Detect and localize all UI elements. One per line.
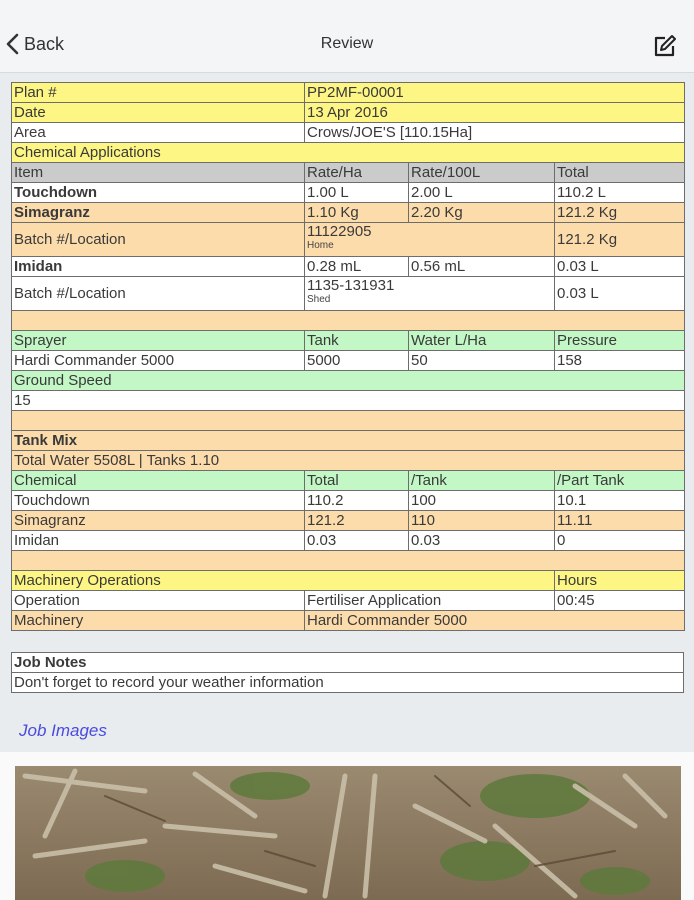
tank-mix-summary-row	[12, 451, 685, 471]
navigation-bar	[0, 0, 694, 73]
chemical-row	[12, 257, 685, 277]
tank-mix-summary: Total Water 5508L | Tanks 1.10	[12, 451, 685, 471]
job-notes-title: Job Notes	[12, 653, 684, 673]
column-header: Total	[305, 471, 409, 491]
tank-mix-part-tank: 11.11	[555, 511, 685, 531]
batch-location-value	[305, 277, 555, 311]
job-notes-text: Don't forget to record your weather information	[12, 673, 684, 693]
column-header: Item	[12, 163, 305, 183]
batch-number: 11122905	[307, 223, 372, 240]
column-header: Pressure	[555, 331, 685, 351]
batch-location-value	[305, 223, 555, 257]
chemical-row	[12, 183, 685, 203]
area-value: Crows/JOE'S [110.15Ha]	[305, 123, 685, 143]
storage-location: Shed	[307, 294, 331, 305]
chemical-total: 0.03 L	[555, 277, 685, 311]
machinery-title-row	[12, 571, 685, 591]
back-label: Back	[24, 33, 65, 54]
ground-speed-value: 15	[12, 391, 685, 411]
column-header: /Tank	[409, 471, 555, 491]
date-row	[12, 103, 685, 123]
plan-label: Plan #	[12, 83, 305, 103]
column-header: Total	[555, 163, 685, 183]
rate-100l: 0.56 mL	[409, 257, 555, 277]
spacer-cell	[12, 551, 685, 571]
spacer-row	[12, 551, 685, 571]
rate-ha: 0.28 mL	[305, 257, 409, 277]
tank-mix-per-tank: 110	[409, 511, 555, 531]
tank-mix-row	[12, 511, 685, 531]
job-notes	[11, 652, 684, 693]
date-label: Date	[12, 103, 305, 123]
machinery-row	[12, 611, 685, 631]
sprayer-values-row	[12, 351, 685, 371]
field-stubble-image	[15, 766, 681, 900]
tank-size: 5000	[305, 351, 409, 371]
chemical-row	[12, 203, 685, 223]
report-table	[11, 82, 685, 631]
tank-mix-total: 110.2	[305, 491, 409, 511]
review-report	[11, 82, 684, 631]
plan-value: PP2MF-00001	[305, 83, 685, 103]
edit-button[interactable]	[652, 33, 678, 59]
machinery-value: Hardi Commander 5000	[305, 611, 685, 631]
batch-location-row	[12, 223, 685, 257]
chemical-total: 121.2 Kg	[555, 223, 685, 257]
machinery-title: Machinery Operations	[12, 571, 555, 591]
job-notes-title-row	[12, 653, 684, 673]
spacer-row	[12, 311, 685, 331]
tank-mix-total: 0.03	[305, 531, 409, 551]
chemical-total: 110.2 L	[555, 183, 685, 203]
job-images-label[interactable]: Job Images	[19, 721, 107, 740]
tank-mix-part-tank: 0	[555, 531, 685, 551]
chemical-total: 0.03 L	[555, 257, 685, 277]
tank-mix-title-row	[12, 431, 685, 451]
column-header: /Part Tank	[555, 471, 685, 491]
batch-location-label: Batch #/Location	[12, 277, 305, 311]
chemical-total: 121.2 Kg	[555, 203, 685, 223]
hours-label: Hours	[555, 571, 685, 591]
rate-ha: 1.00 L	[305, 183, 409, 203]
job-notes-text-row	[12, 673, 684, 693]
column-header: Rate/100L	[409, 163, 555, 183]
section-title: Chemical Applications	[12, 143, 685, 163]
batch-location-row	[12, 277, 685, 311]
ground-speed-header-row	[12, 371, 685, 391]
tank-mix-row	[12, 531, 685, 551]
area-row	[12, 123, 685, 143]
column-header: Rate/Ha	[305, 163, 409, 183]
spacer-cell	[12, 311, 685, 331]
chemical-applications-header	[12, 143, 685, 163]
rate-ha: 1.10 Kg	[305, 203, 409, 223]
operation-label: Operation	[12, 591, 305, 611]
column-header: Chemical	[12, 471, 305, 491]
tank-mix-per-tank: 0.03	[409, 531, 555, 551]
chemical-columns-row	[12, 163, 685, 183]
batch-number: 1135-131931	[307, 277, 395, 294]
sprayer-header-row	[12, 331, 685, 351]
machinery-label: Machinery	[12, 611, 305, 631]
tank-mix-chemical: Touchdown	[12, 491, 305, 511]
pressure: 158	[555, 351, 685, 371]
rate-100l: 2.00 L	[409, 183, 555, 203]
date-value: 13 Apr 2016	[305, 103, 685, 123]
plan-row	[12, 83, 685, 103]
tank-mix-per-tank: 100	[409, 491, 555, 511]
job-image-photo[interactable]	[15, 766, 681, 900]
chemical-item: Touchdown	[12, 183, 305, 203]
ground-speed-label: Ground Speed	[12, 371, 685, 391]
tank-mix-chemical: Simagranz	[12, 511, 305, 531]
page-title: Review	[320, 35, 374, 52]
batch-location-label: Batch #/Location	[12, 223, 305, 257]
tank-mix-row	[12, 491, 685, 511]
tank-mix-chemical: Imidan	[12, 531, 305, 551]
rate-100l: 2.20 Kg	[409, 203, 555, 223]
sprayer-name: Hardi Commander 5000	[12, 351, 305, 371]
edit-icon	[652, 46, 678, 63]
area-label: Area	[12, 123, 305, 143]
water-rate: 50	[409, 351, 555, 371]
spacer-cell	[12, 411, 685, 431]
spacer-row	[12, 411, 685, 431]
column-header: Sprayer	[12, 331, 305, 351]
job-notes-table	[11, 652, 684, 693]
tank-mix-total: 121.2	[305, 511, 409, 531]
operation-value: Fertiliser Application	[305, 591, 555, 611]
ground-speed-value-row	[12, 391, 685, 411]
tank-mix-title: Tank Mix	[12, 431, 685, 451]
storage-location: Home	[307, 240, 334, 251]
tank-mix-header-row	[12, 471, 685, 491]
column-header: Tank	[305, 331, 409, 351]
tank-mix-part-tank: 10.1	[555, 491, 685, 511]
chemical-item: Simagranz	[12, 203, 305, 223]
column-header: Water L/Ha	[409, 331, 555, 351]
chemical-item: Imidan	[12, 257, 305, 277]
operation-row	[12, 591, 685, 611]
operation-hours: 00:45	[555, 591, 685, 611]
